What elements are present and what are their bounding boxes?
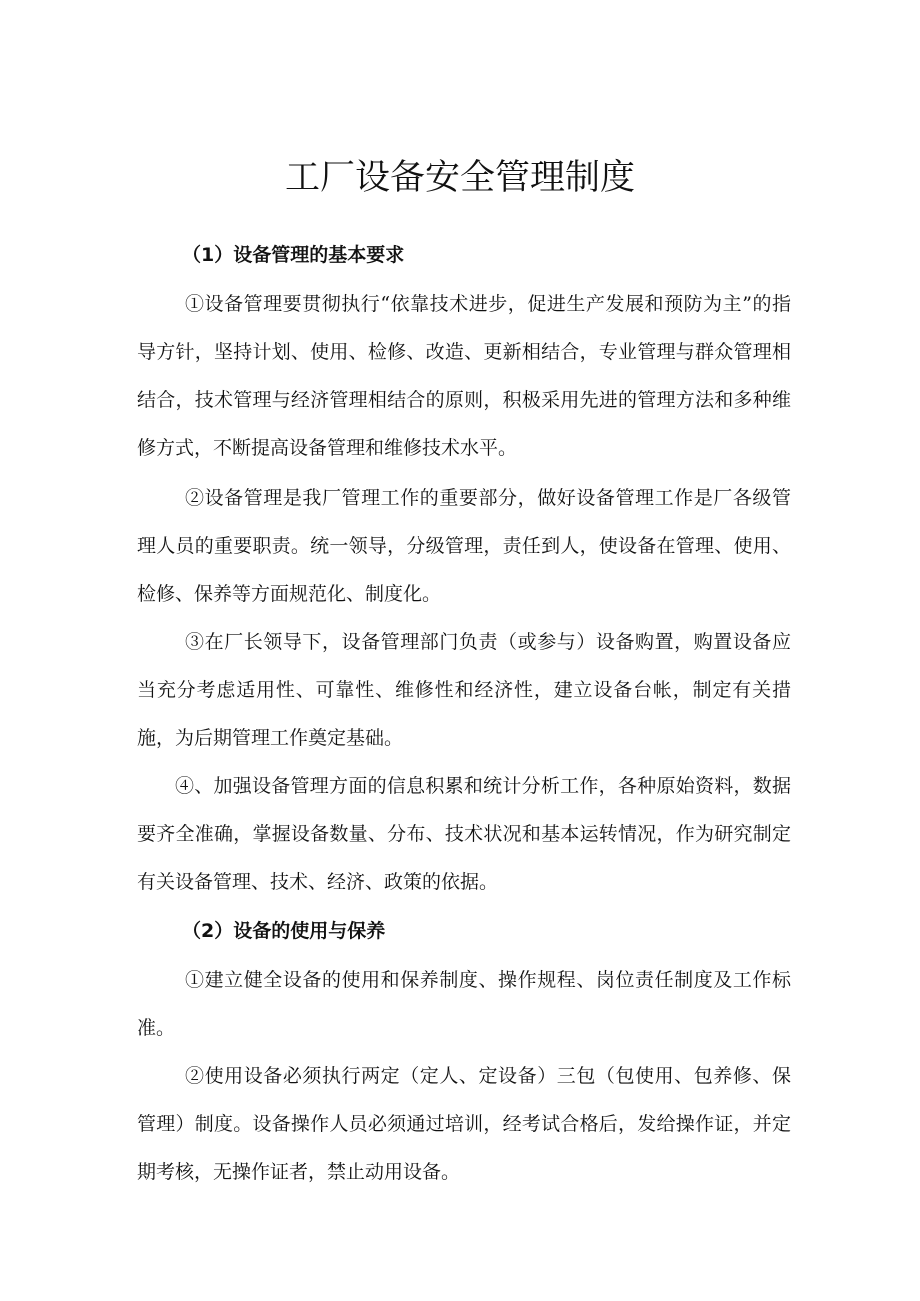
paragraph-1-4: ④、加强设备管理方面的信息积累和统计分析工作，各种原始资料，数据要齐全准确，掌握设备数量、分布、技术状况和基本运转情况，作为研究制定有关设备管理、技术、经济、政策的依据。 (137, 775, 791, 893)
section-heading-basic-requirements: （1）设备管理的基本要求 (182, 244, 405, 266)
paragraph-2-1: ①建立健全设备的使用和保养制度、操作规程、岗位责任制度及工作标准。 (137, 969, 791, 1039)
paragraph-2-2: ②使用设备必须执行两定（定人、定设备）三包（包使用、包养修、保管理）制度。设备操作人员必须通过培训，经考试合格后，发给操作证，并定期考核，无操作证者，禁止动用设备。 (137, 1065, 791, 1183)
document-title: 工厂设备安全管理制度 (284, 158, 635, 198)
paragraph-1-3: ③在厂长领导下，设备管理部门负责（或参与）设备购置，购置设备应当充分考虑适用性、可靠性、维修性和经济性，建立设备台帐，制定有关措施，为后期管理工作奠定基础。 (137, 631, 791, 749)
paragraph-1-2: ②设备管理是我厂管理工作的重要部分，做好设备管理工作是厂各级管理人员的重要职责。统一领导，分级管理，责任到人，使设备在管理、使用、检修、保养等方面规范化、制度化。 (137, 487, 791, 605)
paragraph-1-1: ①设备管理要贯彻执行“依靠技术进步，促进生产发展和预防为主”的指导方针，坚持计划、使用、检修、改造、更新相结合，专业管理与群众管理相结合，技术管理与经济管理相结合的原则，积极采用先进的管理方法和多种维修方式，不断提高设备管理和维修技术水平。 (137, 293, 791, 459)
section-heading-usage-maintenance: （2）设备的使用与保养 (182, 920, 386, 942)
